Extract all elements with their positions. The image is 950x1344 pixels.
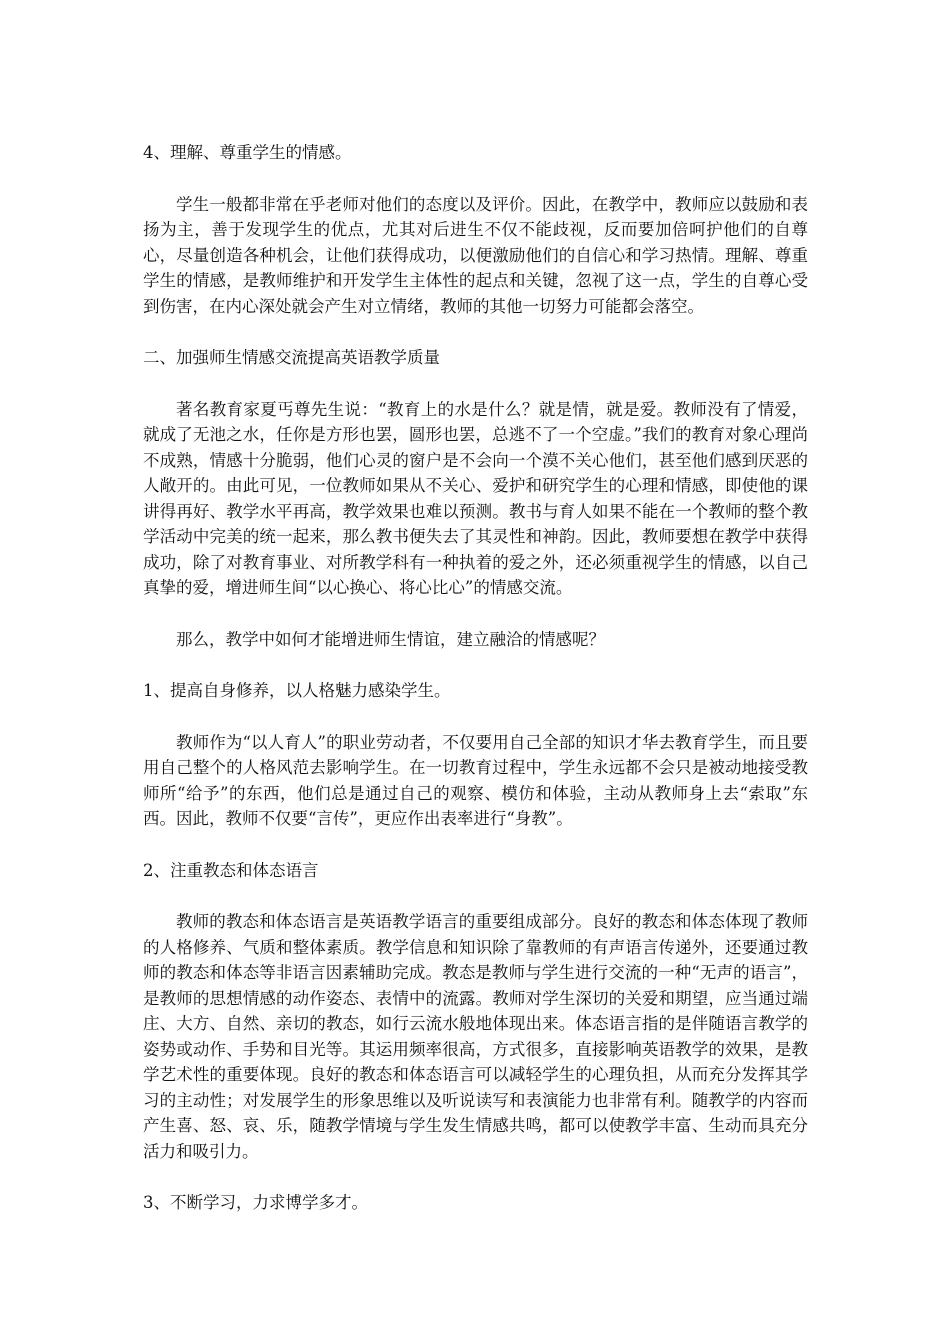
paragraph-body-language: 教师的教态和体态语言是英语教学语言的重要组成部分。良好的教态和体态体现了教师的人格修养、气质和整体素质。教学信息和知识除了靠教师的有声语言传递外，还要通过教师的教态和体态等非语言因素辅助完成。教态是教师与学生进行交流的一种“无声的语言”，是教师的思想情感的动作姿态、表情中的流露。教师对学生深切的关爱和期望，应当通过端庄、大方、自然、亲切的教态，如行云流水般地体现出来。体态语言指的是伴随语言教学的姿势或动作、手势和目光等。其运用频率很高，方式很多，直接影响英语教学的效果，是教学艺术性的重要体现。良好的教态和体态语言可以减轻学生的心理负担，从而充分发挥其学习的主动性；对发展学生的形象思维以及听说读写和表演能力也非常有利。随教学的内容而产生喜、怒、哀、乐，随教学情境与学生发生情感共鸣，都可以使教学丰富、生动而具充分活力和吸引力。: [143, 912, 808, 1161]
section-heading-body-language: 2、注重教态和体态语言: [143, 860, 319, 880]
section-heading-keep-learning: 3、不断学习，力求博学多才。: [143, 1193, 368, 1212]
section-heading-understand-respect: 4、理解、尊重学生的情感。: [143, 143, 352, 162]
paragraph-personality: 教师作为“以人育人”的职业劳动者，不仅要用自己全部的知识才华去教育学生，而且要用自己整个的人格风范去影响学生。在一切教育过程中，学生永远都不会只是被动地接受教师所“给予”的东西，他们总是通过自己的观察、模仿和体验，主动从教师身上去“索取”东西。因此，教师不仅要“言传”，更应作出表率进行“身教”。: [143, 732, 808, 828]
section-heading-self-cultivation: 1、提高自身修养，以人格魅力感染学生。: [143, 681, 451, 700]
paragraph-respect-feelings: 学生一般都非常在乎老师对他们的态度以及评价。因此，在教学中，教师应以鼓励和表扬为主，善于发现学生的优点，尤其对后进生不仅不能歧视，反而要加倍呵护他们的自尊心，尽量创造各种机会，让他们获得成功，以便激励他们的自信心和学习热情。理解、尊重学生的情感，是教师维护和开发学生主体性的起点和关键，忽视了这一点，学生的自尊心受到伤害，在内心深处就会产生对立情绪，教师的其他一切努力可能都会落空。: [143, 194, 808, 316]
paragraph-xia-quote: 著名教育家夏丐尊先生说：“教育上的水是什么？就是情，就是爱。教师没有了情爱，就成了无池之水，任你是方形也罢，圆形也罢，总逃不了一个空虚。”我们的教育对象心理尚不成熟，情感十分脆弱，他们心灵的窗户是不会向一个漠不关心他们，甚至他们感到厌恶的人敞开的。由此可见，一位教师如果从不关心、爱护和研究学生的心理和情感，即使他的课讲得再好、教学水平再高，教学效果也难以预测。教书与育人如果不能在一个教师的整个教学活动中完美的统一起来，那么教书便失去了其灵性和神韵。因此，教师要想在教学中获得成功，除了对教育事业、对所教学科有一种执着的爱之外，还必须重视学生的情感，以自己真挚的爱，增进师生间“以心换心、将心比心”的情感交流。: [143, 399, 808, 597]
section-heading-strengthen-exchange: 二、加强师生情感交流提高英语教学质量: [143, 348, 440, 367]
paragraph-question: 那么，教学中如何才能增进师生情谊，建立融洽的情感呢？: [176, 629, 605, 649]
document-body: [143, 140, 808, 1242]
